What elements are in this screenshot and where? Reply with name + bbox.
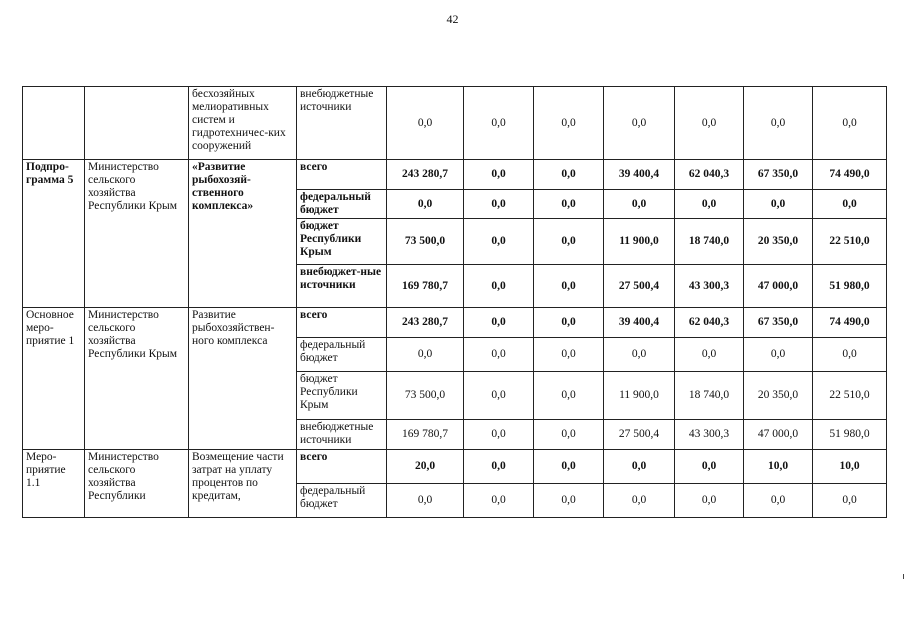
amount-cell: 243 280,7 [387,308,464,338]
program-code-cell [23,87,85,160]
amount-cell: 0,0 [387,338,464,372]
amount-cell: 0,0 [387,87,464,160]
funding-source-cell: бюджет Республики Крым [297,219,387,265]
amount-cell: 0,0 [675,87,744,160]
amount-cell: 0,0 [534,190,604,219]
amount-cell: 0,0 [675,484,744,518]
amount-cell: 0,0 [813,484,887,518]
amount-cell: 0,0 [534,219,604,265]
margin-mark [903,574,904,579]
amount-cell: 0,0 [534,87,604,160]
funding-source-cell: бюджет Республики Крым [297,372,387,420]
amount-cell: 67 350,0 [744,160,813,190]
amount-cell: 27 500,4 [604,420,675,450]
amount-cell: 169 780,7 [387,420,464,450]
amount-cell: 0,0 [744,87,813,160]
amount-cell: 0,0 [604,87,675,160]
amount-cell: 0,0 [604,450,675,484]
amount-cell: 22 510,0 [813,372,887,420]
amount-cell: 0,0 [464,420,534,450]
amount-cell: 10,0 [813,450,887,484]
executor-cell [85,87,189,160]
amount-cell: 18 740,0 [675,372,744,420]
program-code-cell: Подпро-грамма 5 [23,160,85,308]
amount-cell: 0,0 [534,420,604,450]
funding-source-cell: федеральный бюджет [297,484,387,518]
amount-cell: 22 510,0 [813,219,887,265]
funding-source-cell: внебюджет-ные источники [297,265,387,308]
amount-cell: 0,0 [464,190,534,219]
funding-source-cell: федеральный бюджет [297,338,387,372]
amount-cell: 62 040,3 [675,308,744,338]
amount-cell: 51 980,0 [813,265,887,308]
program-name-cell: бесхозяйных мелиоративных систем и гидротехничес-ких сооружений [189,87,297,160]
funding-source-cell: федеральный бюджет [297,190,387,219]
funding-source-cell: внебюджетные источники [297,87,387,160]
amount-cell: 0,0 [534,372,604,420]
amount-cell: 0,0 [464,338,534,372]
amount-cell: 11 900,0 [604,219,675,265]
amount-cell: 62 040,3 [675,160,744,190]
amount-cell: 0,0 [744,338,813,372]
program-code-cell: Основное меро-приятие 1 [23,308,85,450]
amount-cell: 73 500,0 [387,372,464,420]
amount-cell: 0,0 [534,338,604,372]
amount-cell: 20,0 [387,450,464,484]
amount-cell: 0,0 [464,484,534,518]
amount-cell: 0,0 [744,484,813,518]
amount-cell: 0,0 [534,450,604,484]
amount-cell: 0,0 [604,190,675,219]
program-name-cell: Развитие рыбохозяйствен-ного комплекса [189,308,297,450]
amount-cell: 0,0 [675,450,744,484]
amount-cell: 73 500,0 [387,219,464,265]
amount-cell: 74 490,0 [813,308,887,338]
amount-cell: 0,0 [387,484,464,518]
amount-cell: 0,0 [813,87,887,160]
amount-cell: 0,0 [464,160,534,190]
amount-cell: 0,0 [604,484,675,518]
page-number: 42 [446,12,459,26]
amount-cell: 0,0 [464,308,534,338]
amount-cell: 169 780,7 [387,265,464,308]
amount-cell: 0,0 [464,450,534,484]
amount-cell: 27 500,4 [604,265,675,308]
executor-cell: Министерство сельского хозяйства Республики Крым [85,308,189,450]
table-row [23,308,887,338]
amount-cell: 0,0 [744,190,813,219]
table-row [23,87,887,160]
amount-cell: 18 740,0 [675,219,744,265]
executor-cell: Министерство сельского хозяйства Республики Крым [85,160,189,308]
amount-cell: 243 280,7 [387,160,464,190]
amount-cell: 47 000,0 [744,420,813,450]
funding-source-cell: всего [297,308,387,338]
amount-cell: 0,0 [464,265,534,308]
amount-cell: 0,0 [675,338,744,372]
program-name-cell: Возмещение части затрат на уплату процентов по кредитам, [189,450,297,518]
table-body [23,87,887,518]
amount-cell: 0,0 [464,219,534,265]
amount-cell: 74 490,0 [813,160,887,190]
executor-cell: Министерство сельского хозяйства Республики [85,450,189,518]
budget-table [22,86,887,518]
funding-source-cell: всего [297,160,387,190]
amount-cell: 67 350,0 [744,308,813,338]
table-row [23,160,887,190]
amount-cell: 43 300,3 [675,420,744,450]
amount-cell: 0,0 [813,338,887,372]
amount-cell: 20 350,0 [744,219,813,265]
amount-cell: 43 300,3 [675,265,744,308]
funding-source-cell: внебюджетные источники [297,420,387,450]
amount-cell: 0,0 [534,484,604,518]
amount-cell: 0,0 [604,338,675,372]
amount-cell: 0,0 [464,87,534,160]
amount-cell: 0,0 [534,308,604,338]
amount-cell: 0,0 [534,160,604,190]
amount-cell: 0,0 [464,372,534,420]
program-name-cell: «Развитие рыбохозяй-ственного комплекса» [189,160,297,308]
amount-cell: 10,0 [744,450,813,484]
program-code-cell: Меро-приятие 1.1 [23,450,85,518]
table-row [23,450,887,484]
amount-cell: 39 400,4 [604,160,675,190]
funding-source-cell: всего [297,450,387,484]
amount-cell: 11 900,0 [604,372,675,420]
amount-cell: 20 350,0 [744,372,813,420]
amount-cell: 0,0 [813,190,887,219]
amount-cell: 47 000,0 [744,265,813,308]
amount-cell: 51 980,0 [813,420,887,450]
amount-cell: 0,0 [534,265,604,308]
amount-cell: 0,0 [675,190,744,219]
amount-cell: 39 400,4 [604,308,675,338]
amount-cell: 0,0 [387,190,464,219]
